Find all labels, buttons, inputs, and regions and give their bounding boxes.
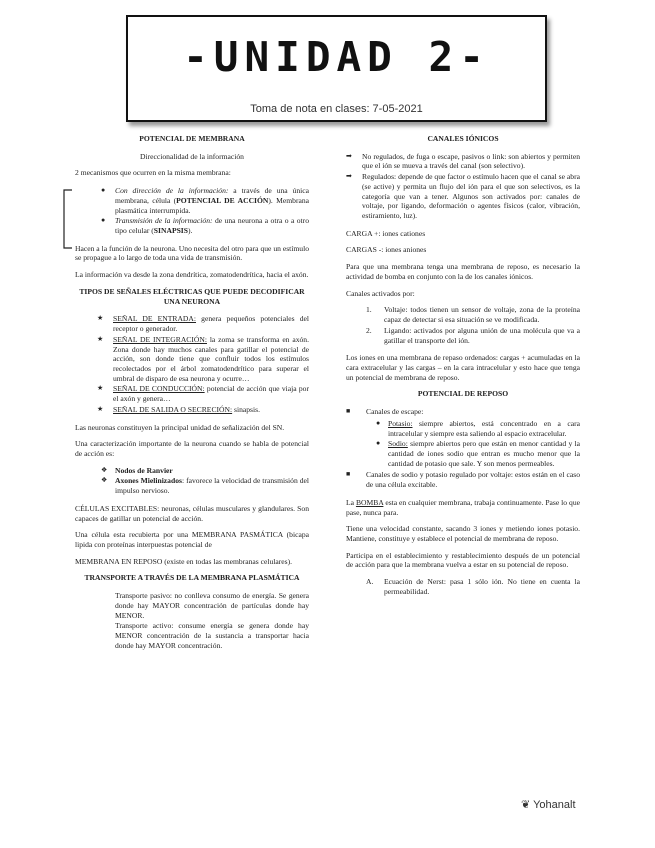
list-item: ➡ Regulados: depende de que factor o estímulo hacen que el canal se abra (se active) y permita un flujo del ión para el que son selectivos, es la categoría que van a tener. Algunos son activados por: canales de voltaje, por ligando, deformación o agentes físicos (calor, vibración, estiramiento, luz). — [346, 172, 580, 221]
star-icon: ★ — [97, 314, 104, 323]
section-title-tipos: TIPOS DE SEÑALES ELÉCTRICAS QUE PUEDE DECODIFICAR UNA NEURONA — [79, 286, 305, 306]
bullet-icon: ● — [376, 439, 381, 448]
paragraph: Canales activados por: — [346, 288, 415, 298]
paragraph: Una célula esta recubierta por una MEMBRANA PASMÁTICA (bicapa lipida con proteínas interpuestas potencial de — [75, 530, 309, 549]
list-item: ➡ No regulados, de fuga o escape, pasivos o link: son abiertos y permiten que el ión se mueva a través del canal (son selectivo). — [346, 151, 580, 171]
bracket-decoration — [60, 188, 74, 250]
square-icon: ■ — [346, 407, 351, 416]
canales-list — [346, 152, 580, 221]
caracterizacion-list — [75, 466, 309, 496]
bullet-icon: ● — [376, 418, 381, 427]
section-title-reposo: POTENCIAL DE REPOSO — [417, 389, 509, 399]
diamond-icon: ❖ — [101, 465, 108, 474]
bullet-icon: ● — [101, 216, 106, 225]
list-item: A. Ecuación de Nerst: pasa 1 sólo ión. No tiene en cuenta la permeabilidad. — [366, 577, 580, 596]
star-icon: ★ — [97, 404, 104, 413]
paragraph: La BOMBA esta en cualquier membrana, trabaja continuamente. Pase lo que pase, nunca para. — [346, 497, 580, 517]
page-subtitle: Toma de nota en clases: 7-05-2021 — [250, 103, 423, 115]
carga-positiva: CARGA +: iones cationes — [346, 228, 426, 238]
list-item: 2. Ligando: activados por alguna unión de una molécula que va a gatillar el transporte del ión. — [366, 325, 580, 345]
paragraph: Una caracterización importante de la neurona cuando se habla de potencial de acción es: — [75, 439, 309, 458]
bullet-icon: ● — [101, 186, 106, 195]
list-item: Transporte pasivo: no conlleva consumo de energía. Se genera donde hay MAYOR concentración de partículas donde hay MENOR. — [115, 591, 309, 620]
list-item: ❖ Nodos de Ranvier — [101, 465, 173, 475]
section-title-transporte: TRANSPORTE A TRAVÉS DE LA MEMBRANA PLASMÁTICA — [84, 573, 300, 583]
list-item: ● Transmisión de la información: de una neurona a otra o a otro tipo celular (SINAPSIS). — [101, 216, 309, 236]
paragraph: Las neuronas constituyen la principal unidad de señalización del SN. — [75, 422, 285, 432]
section-title-potencial: POTENCIAL DE MEMBRANA — [139, 134, 245, 143]
paragraph: MEMBRANA EN REPOSO (existe en todas las membranas celulares). — [75, 556, 293, 566]
list-item: ★ SEÑAL DE CONDUCCIÓN: potencial de acción que viaja por el axón y genera… — [97, 384, 309, 404]
transporte-list — [75, 591, 309, 650]
reposo-list — [346, 407, 580, 417]
list-item: ■ Canales de sodio y potasio regulado por voltaje: estos están en el caso de una célula excitable. — [346, 470, 580, 490]
activados-list — [346, 305, 580, 345]
list-item: ● Con dirección de la información: a través de una única membrana, célula (POTENCIAL DE ACCIÓN). Membrana plasmática interrumpida. — [101, 186, 310, 215]
list-item: ★ SEÑAL DE SALIDA O SECRECIÓN: sinapsis. — [97, 404, 260, 414]
star-icon: ★ — [97, 384, 104, 393]
carga-negativa: CARGAS -: iones aniones — [346, 245, 427, 255]
mecanismos-list — [75, 186, 309, 236]
signature: ❦ Yohanalt — [521, 799, 576, 811]
leaf-icon: ❦ — [521, 799, 531, 811]
senales-list — [75, 314, 309, 414]
list-item: Transporte activo: consume energía se genera donde hay MENOR concentración de la sustancia a transportar hacia donde hay MAYOR concentración. — [115, 621, 309, 650]
paragraph: Participa en el establecimiento y restablecimiento después de un potencial de acción para que la membrana vuelva a estar en su potencial de reposo. — [346, 550, 580, 570]
paragraph: CÉLULAS EXCITABLES: neuronas, células musculares y glandulares. Son capaces de gatillar un potencial de acción. — [75, 503, 309, 523]
list-item: ● Potasio: siempre abiertos, está concentrado en a cara intracelular y siempre esta saliendo al espacio extracelular. — [376, 418, 580, 438]
escape-list — [346, 419, 580, 469]
arrow-icon: ➡ — [346, 172, 352, 181]
list-item: ★ SEÑAL DE ENTRADA: genera pequeños potenciales del receptor o generador. — [97, 314, 309, 334]
section-title-canales: CANALES IÓNICOS — [427, 134, 499, 143]
page-title: -UNIDAD 2- — [183, 33, 490, 81]
list-item: 1. Voltaje: todos tienen un sensor de voltaje, zona de la proteína capaz de detectar si esa situación se ve modificada. — [366, 305, 580, 325]
ecuacion-list — [346, 577, 580, 596]
mecanismos-intro: 2 mecanismos que ocurren en la misma membrana: — [75, 168, 231, 178]
paragraph: La información va desde la zona dendrítica, zomatodendrítica, hacia el axón. — [75, 270, 309, 280]
list-item: ■ Canales de escape: — [346, 407, 424, 417]
right-column — [346, 134, 580, 605]
paragraph: Hacen a la función de la neurona. Uno necesita del otro para que un estímulo se propague a lo largo de toda una vida de transmisión. — [75, 243, 309, 263]
paragraph: Para que una membrana tenga una membrana de reposo, es necesario la actividad de bomba en conjunto con la de los canales iónicos. — [346, 262, 580, 281]
paragraph: Los iones en una membrana de repaso ordenados: cargas + acumuladas en la cara extracelular y las cargas – en la cara intracelular y esto hace que tenga un potencial de membrana de reposo. — [346, 353, 580, 382]
diamond-icon: ❖ — [101, 476, 108, 485]
arrow-icon: ➡ — [346, 151, 352, 160]
list-item: ★ SEÑAL DE INTEGRACIÓN: la zoma se transforma en axón. Zona donde hay muchos canales para gatillar el potencial de acción, son donde tiene que confluir todos los estímulos recolectados por el árbol zomatodendrítico para superar el umbral de disparo de esa neurona y ocurre… — [97, 334, 309, 383]
direccionalidad-text: Direccionalidad de la información — [140, 151, 244, 161]
list-item: ● Sodio: siempre abiertos pero que están en menor cantidad y la cantidad de iones sodio que entran es mucho menor que la cantidad de potasio que sale. Y son menos permeables. — [376, 439, 580, 468]
star-icon: ★ — [97, 334, 104, 343]
list-item: ❖ Axones Mielinizados: favorece la velocidad de transmisión del impulso nervioso. — [101, 476, 310, 496]
paragraph: Tiene una velocidad constante, sacando 3 iones y metiendo iones potasio. Mantiene, constituye y establece el potencial de membrana de reposo. — [346, 524, 580, 543]
left-column — [75, 134, 309, 658]
title-box — [126, 15, 547, 122]
square-icon: ■ — [346, 470, 351, 479]
reposo-list-2 — [346, 470, 580, 489]
